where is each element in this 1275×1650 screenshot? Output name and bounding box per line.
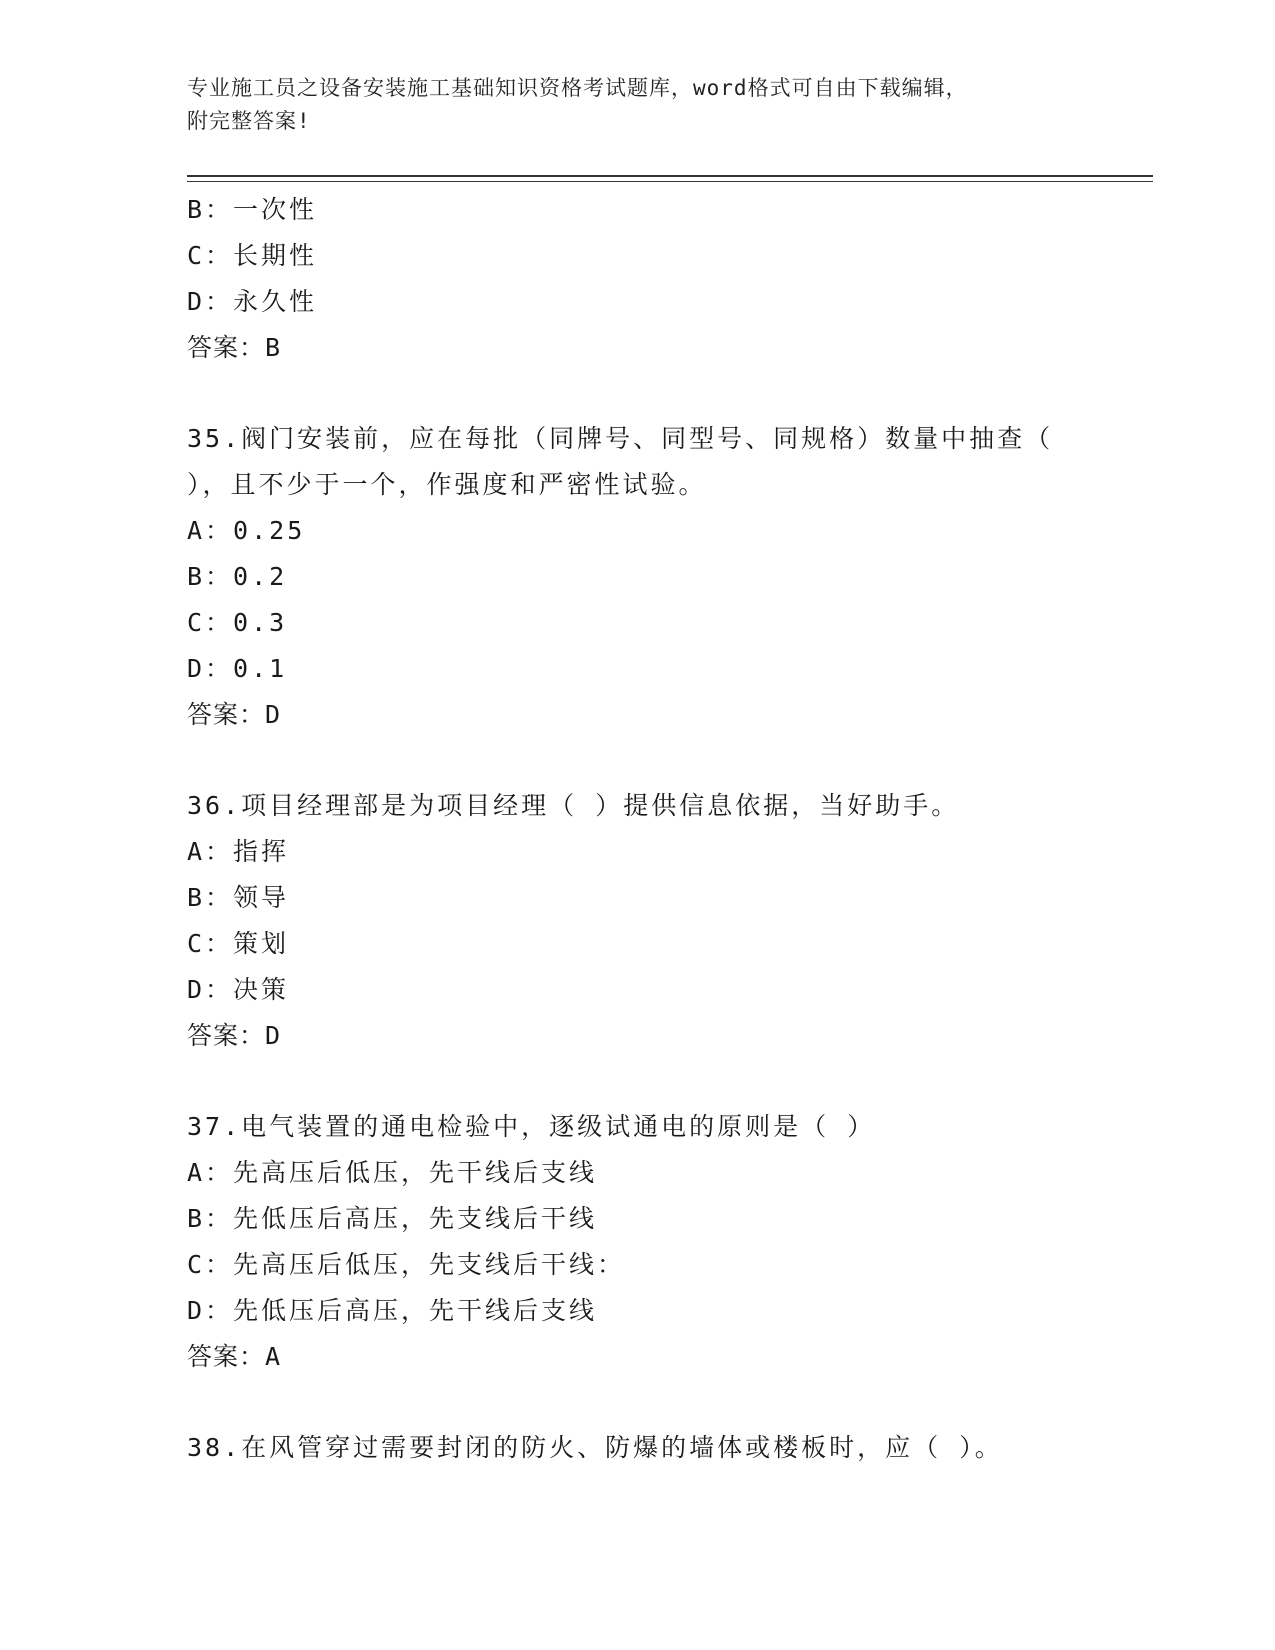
option-d: D：先低压后高压，先干线后支线 bbox=[187, 1296, 598, 1325]
question-37 bbox=[187, 1104, 1087, 1380]
option-d: D：决策 bbox=[187, 975, 290, 1004]
option-b: B：先低压后高压，先支线后干线 bbox=[187, 1204, 598, 1233]
document-header bbox=[187, 72, 1067, 138]
answer: 答案：D bbox=[187, 1021, 282, 1050]
option-a: A：先高压后低压，先干线后支线 bbox=[187, 1158, 598, 1187]
question-stem: 38.在风管穿过需要封闭的防火、防爆的墙体或楼板时，应（ ）。 bbox=[187, 1433, 1003, 1462]
question-stem-line-2: ），且不少于一个，作强度和严密性试验。 bbox=[187, 470, 707, 499]
question-35 bbox=[187, 416, 1087, 738]
question-stem: 36.项目经理部是为项目经理（ ）提供信息依据，当好助手。 bbox=[187, 791, 960, 820]
question-stem: 37.电气装置的通电检验中，逐级试通电的原则是（ ） bbox=[187, 1112, 876, 1141]
header-rule-thick bbox=[187, 175, 1153, 177]
question-list bbox=[187, 187, 1087, 1471]
answer: 答案：A bbox=[187, 1342, 282, 1371]
option-d: D：永久性 bbox=[187, 287, 318, 316]
header-rule-thin bbox=[187, 181, 1153, 182]
question-stem-line-1: 35.阀门安装前，应在每批（同牌号、同型号、同规格）数量中抽查（ bbox=[187, 424, 1054, 453]
option-c: C：策划 bbox=[187, 929, 290, 958]
option-b: B：一次性 bbox=[187, 195, 318, 224]
option-b: B：0.2 bbox=[187, 562, 288, 591]
header-line-2: 附完整答案! bbox=[187, 109, 311, 133]
question-38 bbox=[187, 1425, 1087, 1471]
option-a: A：0.25 bbox=[187, 516, 306, 545]
header-line-1: 专业施工员之设备安装施工基础知识资格考试题库，word格式可自由下载编辑， bbox=[187, 76, 968, 100]
option-b: B：领导 bbox=[187, 883, 290, 912]
answer: 答案：B bbox=[187, 333, 282, 362]
question-34 bbox=[187, 187, 1087, 371]
option-d: D：0.1 bbox=[187, 654, 288, 683]
option-c: C：长期性 bbox=[187, 241, 318, 270]
option-c: C：先高压后低压，先支线后干线： bbox=[187, 1250, 626, 1279]
question-36 bbox=[187, 783, 1087, 1059]
answer: 答案：D bbox=[187, 700, 282, 729]
option-a: A：指挥 bbox=[187, 837, 290, 866]
option-c: C：0.3 bbox=[187, 608, 288, 637]
